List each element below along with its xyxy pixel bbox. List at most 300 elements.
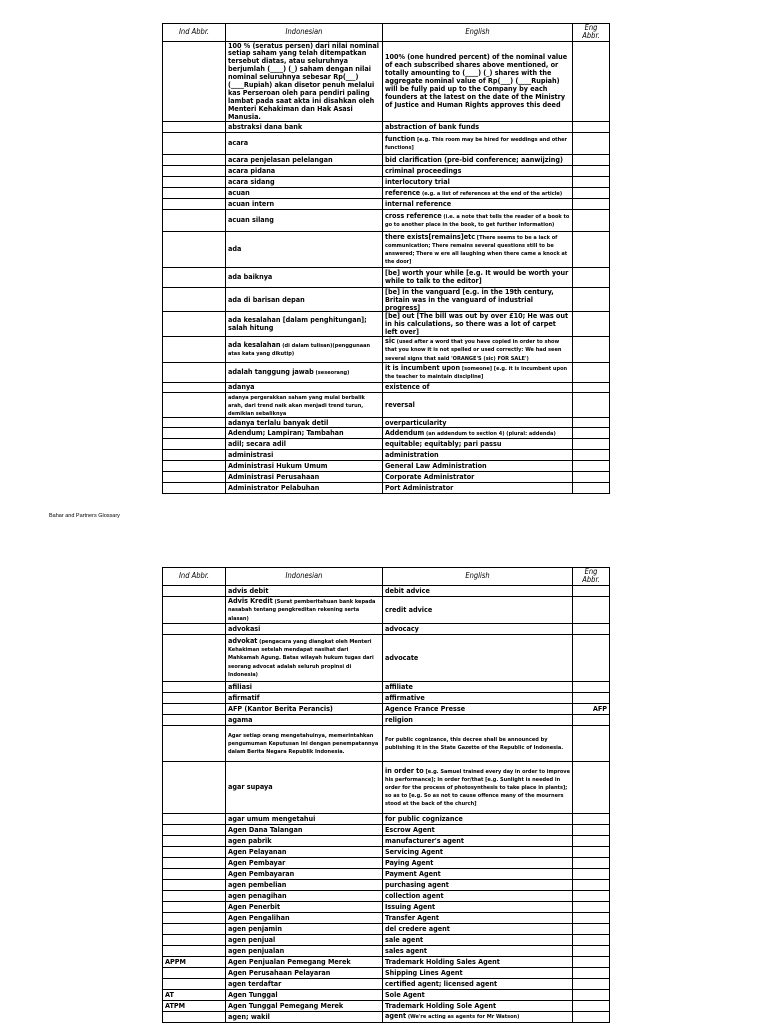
term-indonesian: agen penjamin <box>228 923 282 933</box>
table-row <box>163 439 610 450</box>
term-indonesian: Agen Pembayaran <box>228 868 295 878</box>
cell-ind-abbr <box>163 267 226 287</box>
term-english: sale agent <box>385 934 424 944</box>
cell-indonesian <box>226 761 383 813</box>
table-row <box>163 176 610 187</box>
cell-english <box>383 337 573 362</box>
cell-ind-abbr <box>163 483 226 494</box>
cell-indonesian <box>226 989 383 1000</box>
term-english: for public cognizance <box>385 813 463 823</box>
cell-indonesian <box>226 472 383 483</box>
term-english: Escrow Agent <box>385 824 435 834</box>
term-english: advocacy <box>385 623 419 633</box>
cell-english <box>383 121 573 132</box>
table-row <box>163 967 610 978</box>
cell-eng-abbr <box>573 382 610 392</box>
term-english: internal reference <box>385 198 452 208</box>
table-row <box>163 461 610 472</box>
cell-indonesian <box>226 934 383 945</box>
table-row <box>163 154 610 165</box>
cell-english <box>383 879 573 890</box>
cell-ind-abbr <box>163 945 226 956</box>
cell-ind-abbr <box>163 287 226 312</box>
term-indonesian: Administrasi Hukum Umum <box>228 461 328 471</box>
term-indonesian: Agen Perusahaan Pelayaran <box>228 967 331 977</box>
term-english: sic <box>385 336 395 346</box>
cell-indonesian <box>226 879 383 890</box>
table-row <box>163 132 610 154</box>
cell-eng-abbr <box>573 472 610 483</box>
cell-indonesian <box>226 692 383 703</box>
cell-eng-abbr <box>573 1000 610 1011</box>
cell-indonesian <box>226 1011 383 1022</box>
cell-english <box>383 392 573 417</box>
cell-english <box>383 198 573 209</box>
table-row <box>163 312 610 337</box>
cell-eng-abbr <box>573 154 610 165</box>
term-english: Servicing Agent <box>385 846 443 856</box>
term-english: Paying Agent <box>385 857 434 867</box>
cell-english <box>383 231 573 267</box>
cell-english <box>383 439 573 450</box>
term-english-note: [e.g. Samuel trained every day in order to improve his performance]; in order for/that [e.g. Sunlight is needed in order for the process of photosynthesis to take place in plants]; so as to [e.g. So as not to cause offence many of the mourners stood at the back of the church] <box>385 768 570 808</box>
cell-eng-abbr <box>573 198 610 209</box>
cell-indonesian <box>226 187 383 198</box>
table-row <box>163 692 610 703</box>
term-indonesian-note: (Surat pemberitahuan bank kepada nasabah tentang pengkreditan rekening serta alasan) <box>228 599 376 622</box>
cell-english <box>383 857 573 868</box>
term-indonesian-note: (di dalam tulisan)(penggunaan atas kata yang dikutip) <box>228 343 371 358</box>
cell-english <box>383 41 573 121</box>
term-english: interlocutory trial <box>385 176 450 186</box>
cell-ind-abbr <box>163 879 226 890</box>
cell-eng-abbr <box>573 187 610 198</box>
cell-indonesian <box>226 428 383 439</box>
table-row <box>163 923 610 934</box>
cell-english <box>383 623 573 634</box>
cell-english <box>383 418 573 428</box>
cell-english <box>383 934 573 945</box>
term-indonesian: ada <box>228 244 242 254</box>
term-indonesian: Agen Penerbit <box>228 901 281 911</box>
term-english: sales agent <box>385 945 427 955</box>
term-indonesian: acuan <box>228 187 250 197</box>
table-row <box>163 337 610 362</box>
cell-ind-abbr: APPM <box>163 956 226 967</box>
table-row <box>163 813 610 824</box>
term-english: cross reference <box>385 211 442 221</box>
cell-indonesian <box>226 978 383 989</box>
term-english: reversal <box>385 399 415 409</box>
term-english: reference <box>385 187 421 197</box>
cell-english <box>383 761 573 813</box>
cell-english <box>383 362 573 382</box>
term-english: existence of <box>385 382 430 392</box>
cell-ind-abbr <box>163 846 226 857</box>
term-english: Trademark Holding Sole Agent <box>385 1000 497 1010</box>
cell-ind-abbr <box>163 901 226 912</box>
term-english-note: (e.g. a list of references at the end of the article) <box>420 190 563 197</box>
cell-eng-abbr <box>573 967 610 978</box>
term-indonesian: Agen Pembayar <box>228 857 286 867</box>
cell-ind-abbr <box>163 890 226 901</box>
term-indonesian: agama <box>228 714 253 724</box>
cell-ind-abbr <box>163 681 226 692</box>
table-row <box>163 956 610 967</box>
term-english-note: (used after a word that you have copied in order to show that you know it is not spelled or used correctly: We had seen several signs that said 'ORANGE'S (sic) FOR SALE') <box>385 339 562 362</box>
term-indonesian: agen pembelian <box>228 879 287 889</box>
cell-indonesian <box>226 714 383 725</box>
cell-english <box>383 890 573 901</box>
cell-english <box>383 634 573 681</box>
cell-english <box>383 428 573 439</box>
cell-english <box>383 901 573 912</box>
cell-eng-abbr <box>573 428 610 439</box>
term-english: Trademark Holding Sales Agent <box>385 956 500 966</box>
table-row <box>163 714 610 725</box>
cell-indonesian <box>226 967 383 978</box>
cell-indonesian <box>226 132 383 154</box>
cell-eng-abbr <box>573 596 610 623</box>
cell-indonesian <box>226 312 383 337</box>
term-indonesian: acuan silang <box>228 215 274 225</box>
cell-indonesian <box>226 912 383 923</box>
cell-indonesian <box>226 956 383 967</box>
header-indonesian: Indonesian <box>226 568 383 586</box>
header-english: English <box>383 568 573 586</box>
table-row <box>163 824 610 835</box>
table-row <box>163 287 610 312</box>
term-indonesian: Agen Tunggal <box>228 989 278 999</box>
cell-indonesian <box>226 703 383 714</box>
cell-english <box>383 596 573 623</box>
term-indonesian-note: (seseorang) <box>313 370 350 377</box>
term-english: 100% (one hundred percent) of the nominal value of each subscribed shares above mentioned, or totally amounting to (____) (_) shares with the aggregate nominal value of Rp(___) (____Rupiah) will be fully paid up to the Company by each founders at the latest on the date of the Ministry of Justice and Human Rights approves this deed <box>385 52 568 109</box>
cell-eng-abbr <box>573 1011 610 1022</box>
table-row <box>163 41 610 121</box>
cell-ind-abbr <box>163 362 226 382</box>
term-indonesian: Agen Pelayanan <box>228 846 287 856</box>
term-english: del credere agent <box>385 923 450 933</box>
term-english: General Law Administration <box>385 461 487 471</box>
term-indonesian: advokasi <box>228 623 261 633</box>
term-english: affiliate <box>385 681 413 691</box>
cell-eng-abbr <box>573 901 610 912</box>
table-row <box>163 362 610 382</box>
cell-indonesian <box>226 824 383 835</box>
cell-indonesian <box>226 198 383 209</box>
table-row <box>163 165 610 176</box>
term-english: Agence France Presse <box>385 703 466 713</box>
cell-english <box>383 1011 573 1022</box>
cell-ind-abbr <box>163 450 226 461</box>
cell-ind-abbr <box>163 923 226 934</box>
term-indonesian: advis debit <box>228 585 269 595</box>
cell-eng-abbr <box>573 461 610 472</box>
cell-indonesian <box>226 418 383 428</box>
cell-eng-abbr <box>573 956 610 967</box>
cell-indonesian <box>226 868 383 879</box>
cell-indonesian <box>226 835 383 846</box>
cell-ind-abbr <box>163 912 226 923</box>
table-row <box>163 1000 610 1011</box>
cell-eng-abbr <box>573 912 610 923</box>
cell-ind-abbr <box>163 121 226 132</box>
cell-ind-abbr <box>163 187 226 198</box>
cell-english <box>383 846 573 857</box>
term-english: overparticularity <box>385 417 447 427</box>
cell-eng-abbr <box>573 692 610 703</box>
term-english: function <box>385 134 416 144</box>
term-english: [be] in the vanguard [e.g. in the 19th century, Britain was in the vanguard of industrial progress] <box>385 287 554 312</box>
cell-eng-abbr <box>573 623 610 634</box>
cell-ind-abbr: AT <box>163 989 226 1000</box>
term-english: Corporate Administrator <box>385 472 475 482</box>
table-row <box>163 585 610 596</box>
cell-ind-abbr <box>163 337 226 362</box>
table-row <box>163 703 610 714</box>
term-english: in order to <box>385 765 424 775</box>
table-row <box>163 835 610 846</box>
cell-indonesian <box>226 121 383 132</box>
header-ind-abbr: Ind Abbr. <box>163 24 226 42</box>
cell-ind-abbr <box>163 439 226 450</box>
term-indonesian-note: (pengacara yang diangkat oleh Menteri Kehakiman setelah mendapat nasihat dari Mahkamah Agung. Batas wilayah hukum tugas dari seorang advocat adalah seluruh propinsi di Indonesia) <box>228 639 374 678</box>
cell-ind-abbr <box>163 813 226 824</box>
cell-indonesian <box>226 176 383 187</box>
term-english: administration <box>385 450 439 460</box>
cell-eng-abbr <box>573 585 610 596</box>
cell-indonesian <box>226 813 383 824</box>
cell-eng-abbr: AFP <box>573 703 610 714</box>
cell-ind-abbr <box>163 703 226 714</box>
header-english: English <box>383 24 573 42</box>
term-english-note: [someone] [e.g. it is incumbent upon the teacher to maintain discipline] <box>385 366 568 381</box>
cell-eng-abbr <box>573 989 610 1000</box>
cell-english <box>383 868 573 879</box>
term-english: abstraction of bank funds <box>385 121 480 131</box>
cell-indonesian <box>226 901 383 912</box>
term-indonesian: agar supaya <box>228 782 273 792</box>
term-english: Addendum <box>385 428 425 438</box>
cell-english <box>383 450 573 461</box>
cell-indonesian <box>226 846 383 857</box>
term-indonesian: acara pidana <box>228 165 276 175</box>
cell-english <box>383 725 573 761</box>
table-row <box>163 187 610 198</box>
cell-eng-abbr <box>573 176 610 187</box>
table-row <box>163 912 610 923</box>
cell-ind-abbr <box>163 634 226 681</box>
cell-indonesian <box>226 154 383 165</box>
term-english: criminal proceedings <box>385 165 462 175</box>
cell-english <box>383 209 573 231</box>
cell-eng-abbr <box>573 418 610 428</box>
cell-ind-abbr <box>163 198 226 209</box>
table-row <box>163 978 610 989</box>
table-row <box>163 596 610 623</box>
cell-ind-abbr <box>163 472 226 483</box>
term-indonesian: acara penjelasan pelelangan <box>228 154 333 164</box>
glossary-table-page-2 <box>162 567 610 1023</box>
cell-indonesian <box>226 337 383 362</box>
cell-eng-abbr <box>573 945 610 956</box>
table-row <box>163 1011 610 1022</box>
table-row <box>163 418 610 428</box>
cell-eng-abbr <box>573 362 610 382</box>
cell-indonesian <box>226 450 383 461</box>
cell-english <box>383 461 573 472</box>
cell-indonesian <box>226 382 383 392</box>
cell-english <box>383 835 573 846</box>
term-indonesian: adalah tanggung jawab <box>228 367 314 377</box>
cell-ind-abbr <box>163 596 226 623</box>
term-english: certified agent; licensed agent <box>385 978 498 988</box>
term-english: credit advice <box>385 604 433 614</box>
term-english: religion <box>385 714 413 724</box>
cell-eng-abbr <box>573 337 610 362</box>
term-english: Issuing Agent <box>385 901 436 911</box>
table-row <box>163 857 610 868</box>
table-row <box>163 231 610 267</box>
table-row <box>163 890 610 901</box>
cell-ind-abbr <box>163 725 226 761</box>
cell-indonesian <box>226 439 383 450</box>
cell-ind-abbr <box>163 461 226 472</box>
term-english: Port Administrator <box>385 483 454 493</box>
term-english-note: (We're acting as agents for Mr Watson) <box>406 1014 520 1021</box>
term-english: Payment Agent <box>385 868 441 878</box>
cell-english <box>383 813 573 824</box>
term-english: debit advice <box>385 585 430 595</box>
term-indonesian-note: adanya pergerakkan saham yang mulai berbalik arah, dari trend naik akan menjadi trend turun, demikian sebaliknya <box>228 394 365 417</box>
cell-ind-abbr <box>163 692 226 703</box>
cell-ind-abbr <box>163 231 226 267</box>
cell-english <box>383 945 573 956</box>
cell-indonesian <box>226 483 383 494</box>
cell-ind-abbr <box>163 857 226 868</box>
cell-english <box>383 472 573 483</box>
cell-ind-abbr <box>163 978 226 989</box>
cell-ind-abbr: ATPM <box>163 1000 226 1011</box>
cell-eng-abbr <box>573 634 610 681</box>
cell-indonesian <box>226 287 383 312</box>
term-indonesian: afirmatif <box>228 692 260 702</box>
term-indonesian: 100 % (seratus persen) dari nilai nominal setiap saham yang telah ditempatkan tersebut diatas, atau seluruhnya berjumlah (____) (_) saham dengan nilai nominal seluruhnya sebesar Rp(___) (____Rupiah) akan disetor penuh melalui kas Perseroan oleh para pendiri paling lambat pada saat akta ini disahkan oleh Menteri Kehakiman dan Hak Asasi Manusia. <box>228 41 379 121</box>
table-row <box>163 392 610 417</box>
table-row <box>163 472 610 483</box>
cell-english <box>383 483 573 494</box>
term-indonesian: acara sidang <box>228 176 275 186</box>
term-indonesian: agar umum mengetahui <box>228 813 316 823</box>
cell-indonesian <box>226 461 383 472</box>
cell-eng-abbr <box>573 978 610 989</box>
table-row <box>163 879 610 890</box>
cell-indonesian <box>226 681 383 692</box>
table-row <box>163 209 610 231</box>
header-eng-abbr: Eng Abbr. <box>573 24 610 42</box>
term-english: Shipping Lines Agent <box>385 967 463 977</box>
cell-indonesian <box>226 41 383 121</box>
table-row <box>163 623 610 634</box>
cell-eng-abbr <box>573 835 610 846</box>
term-english: purchasing agent <box>385 879 449 889</box>
term-english: manufacturer's agent <box>385 835 464 845</box>
term-english: it is incumbent upon <box>385 363 461 373</box>
term-indonesian: advokat <box>228 636 258 646</box>
cell-indonesian <box>226 725 383 761</box>
cell-ind-abbr <box>163 418 226 428</box>
cell-ind-abbr <box>163 623 226 634</box>
cell-ind-abbr <box>163 132 226 154</box>
term-indonesian: adanya terlalu banyak detil <box>228 417 329 427</box>
term-english: there exists[remains]etc <box>385 231 476 241</box>
term-english: bid clarification (pre-bid conference; aanwijzing) <box>385 154 563 164</box>
term-english: [be] worth your while [e.g. It would be worth your while to talk to the editor] <box>385 268 569 286</box>
table-row <box>163 198 610 209</box>
cell-english <box>383 187 573 198</box>
term-english: Transfer Agent <box>385 912 439 922</box>
cell-ind-abbr <box>163 165 226 176</box>
term-english: advocate <box>385 652 419 662</box>
term-indonesian: afiliasi <box>228 681 253 691</box>
term-indonesian: AFP (Kantor Berita Perancis) <box>228 703 333 713</box>
cell-english <box>383 703 573 714</box>
table-row <box>163 450 610 461</box>
glossary-table-page-1 <box>162 23 610 494</box>
cell-english <box>383 382 573 392</box>
term-indonesian: agen penjualan <box>228 945 285 955</box>
cell-eng-abbr <box>573 923 610 934</box>
cell-english <box>383 267 573 287</box>
cell-indonesian <box>226 231 383 267</box>
term-indonesian: Administrator Pelabuhan <box>228 483 320 493</box>
header-row <box>163 568 610 586</box>
term-english: agent <box>385 1011 407 1021</box>
cell-eng-abbr <box>573 824 610 835</box>
table-row <box>163 681 610 692</box>
cell-ind-abbr <box>163 428 226 439</box>
cell-english <box>383 312 573 337</box>
cell-ind-abbr <box>163 868 226 879</box>
cell-eng-abbr <box>573 725 610 761</box>
cell-eng-abbr <box>573 846 610 857</box>
cell-ind-abbr <box>163 176 226 187</box>
cell-indonesian <box>226 209 383 231</box>
cell-ind-abbr <box>163 714 226 725</box>
term-indonesian: Advis Kredit <box>228 596 273 606</box>
cell-eng-abbr <box>573 165 610 176</box>
cell-eng-abbr <box>573 392 610 417</box>
header-indonesian: Indonesian <box>226 24 383 42</box>
table-row <box>163 901 610 912</box>
term-english-note: For public cognizance, this decree shall be announced by publishing it in the State Gazette of the Republic of Indonesia. <box>385 736 564 751</box>
cell-indonesian <box>226 945 383 956</box>
cell-indonesian <box>226 623 383 634</box>
term-english: affirmative <box>385 692 425 702</box>
term-indonesian: agen penjual <box>228 934 276 944</box>
table-row <box>163 868 610 879</box>
cell-ind-abbr <box>163 209 226 231</box>
term-indonesian: Agen Pengalihan <box>228 912 290 922</box>
cell-indonesian <box>226 1000 383 1011</box>
cell-eng-abbr <box>573 41 610 121</box>
term-indonesian: agen pabrik <box>228 835 272 845</box>
term-indonesian: Agen Tunggal Pemegang Merek <box>228 1000 344 1010</box>
cell-english <box>383 967 573 978</box>
cell-english <box>383 176 573 187</box>
cell-ind-abbr <box>163 1011 226 1022</box>
